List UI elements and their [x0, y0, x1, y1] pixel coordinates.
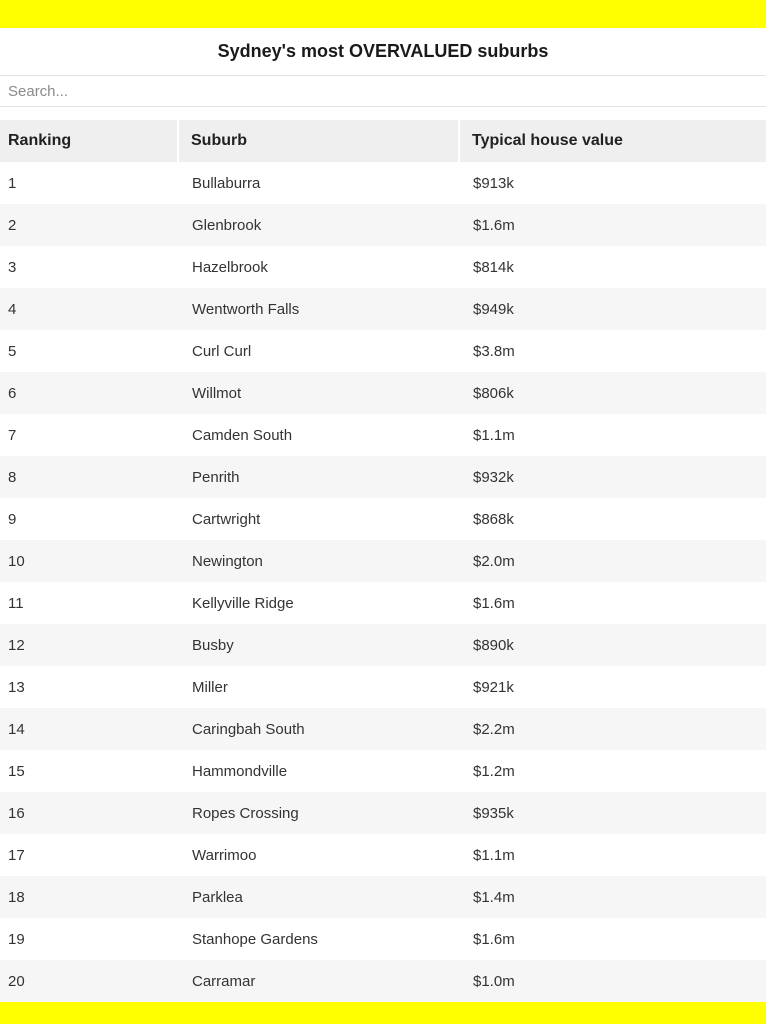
cell-ranking: 8 — [0, 456, 178, 498]
table-header-row — [0, 120, 766, 162]
cell-ranking: 19 — [8, 930, 25, 948]
cell-suburb: Miller — [192, 678, 228, 696]
cell-suburb: Warrimoo — [192, 846, 257, 864]
column-header-house-value[interactable]: Typical house value — [459, 120, 766, 162]
table-row — [0, 288, 766, 330]
table-row — [0, 792, 766, 834]
cell-ranking: 14 — [0, 708, 178, 750]
table-row — [0, 666, 766, 708]
cell-house-value: $814k — [473, 258, 514, 276]
cell-suburb: Curl Curl — [192, 342, 252, 360]
cell-suburb: Carramar — [178, 960, 459, 1002]
table-row — [0, 414, 766, 456]
table-row — [0, 624, 766, 666]
cell-suburb: Hazelbrook — [192, 258, 268, 276]
cell-suburb: Newington — [178, 540, 459, 582]
cell-house-value: $1.4m — [459, 876, 766, 918]
cell-suburb: Cartwright — [192, 510, 261, 528]
cell-ranking: 6 — [0, 372, 178, 414]
cell-ranking: 13 — [8, 678, 25, 696]
cell-suburb: Kellyville Ridge — [192, 594, 294, 612]
cell-house-value: $1.0m — [459, 960, 766, 1002]
cell-ranking: 10 — [0, 540, 178, 582]
cell-house-value: $868k — [473, 510, 514, 528]
cell-suburb: Caringbah South — [178, 708, 459, 750]
cell-ranking: 2 — [0, 204, 178, 246]
cell-ranking: 15 — [8, 762, 25, 780]
table-row — [0, 162, 766, 204]
cell-suburb: Bullaburra — [192, 174, 261, 192]
column-header-ranking[interactable]: Ranking — [0, 120, 178, 162]
table-row — [0, 582, 766, 624]
cell-ranking: 12 — [0, 624, 178, 666]
cell-house-value: $1.6m — [473, 930, 515, 948]
cell-suburb: Stanhope Gardens — [192, 930, 318, 948]
cell-house-value: $1.1m — [473, 846, 515, 864]
table-row — [0, 960, 766, 1002]
cell-ranking: 3 — [8, 258, 17, 276]
table-panel — [0, 28, 766, 995]
table-row — [0, 498, 766, 540]
cell-house-value: $1.6m — [459, 204, 766, 246]
table-body — [0, 162, 766, 1002]
search-input[interactable] — [0, 76, 766, 107]
cell-suburb: Hammondville — [192, 762, 288, 780]
cell-ranking: 11 — [8, 594, 24, 612]
table-row — [0, 246, 766, 288]
page-title: Sydney's most OVERVALUED suburbs — [0, 28, 766, 76]
cell-ranking: 7 — [8, 426, 17, 444]
cell-house-value: $2.2m — [459, 708, 766, 750]
cell-house-value: $1.2m — [473, 762, 515, 780]
cell-ranking: 16 — [0, 792, 178, 834]
cell-suburb: Willmot — [178, 372, 459, 414]
cell-suburb: Camden South — [192, 426, 293, 444]
table-row — [0, 540, 766, 582]
table-row — [0, 456, 766, 498]
cell-ranking: 1 — [8, 174, 17, 192]
suburbs-table — [0, 120, 766, 1002]
table-row — [0, 876, 766, 918]
table-row — [0, 708, 766, 750]
table-row — [0, 834, 766, 876]
cell-suburb: Parklea — [178, 876, 459, 918]
cell-suburb: Ropes Crossing — [178, 792, 459, 834]
table-row — [0, 330, 766, 372]
table-row — [0, 204, 766, 246]
column-header-suburb[interactable]: Suburb — [178, 120, 459, 162]
cell-ranking: 9 — [8, 510, 17, 528]
table-row — [0, 918, 766, 960]
table-row — [0, 372, 766, 414]
cell-suburb: Busby — [178, 624, 459, 666]
cell-house-value: $921k — [473, 678, 514, 696]
cell-ranking: 5 — [8, 342, 17, 360]
spacer — [0, 107, 766, 120]
cell-suburb: Glenbrook — [178, 204, 459, 246]
cell-house-value: $2.0m — [459, 540, 766, 582]
cell-house-value: $932k — [459, 456, 766, 498]
cell-house-value: $949k — [459, 288, 766, 330]
cell-house-value: $1.6m — [473, 594, 515, 612]
cell-house-value: $1.1m — [473, 426, 515, 444]
cell-ranking: 4 — [0, 288, 178, 330]
cell-house-value: $3.8m — [473, 342, 515, 360]
cell-ranking: 17 — [8, 846, 25, 864]
cell-house-value: $935k — [459, 792, 766, 834]
table-row — [0, 750, 766, 792]
cell-house-value: $913k — [473, 174, 514, 192]
cell-suburb: Penrith — [178, 456, 459, 498]
cell-ranking: 18 — [0, 876, 178, 918]
cell-suburb: Wentworth Falls — [178, 288, 459, 330]
cell-ranking: 20 — [0, 960, 178, 1002]
cell-house-value: $890k — [459, 624, 766, 666]
cell-house-value: $806k — [459, 372, 766, 414]
